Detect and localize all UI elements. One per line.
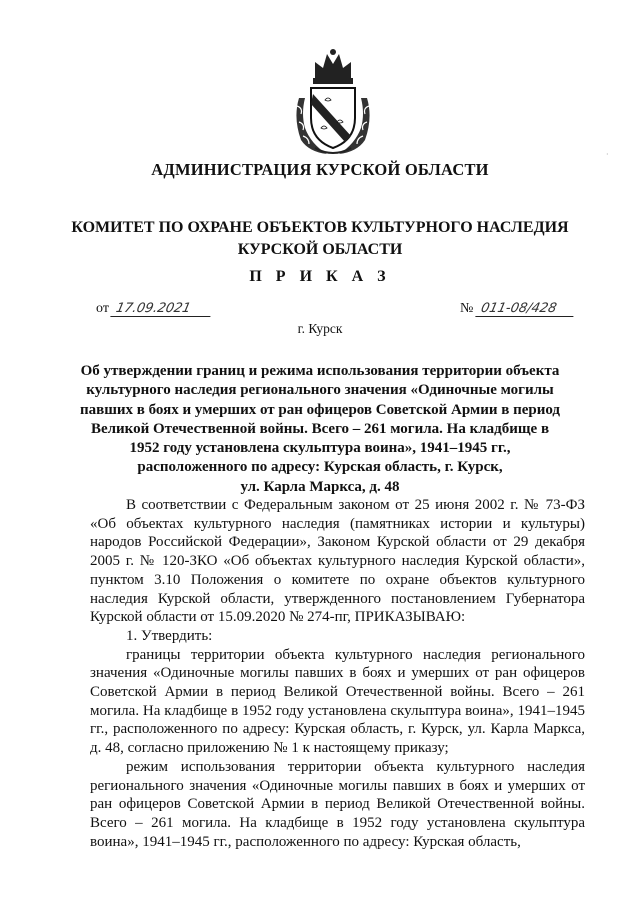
date-prefix: от bbox=[96, 301, 109, 316]
committee-title-line1: КОМИТЕТ ПО ОХРАНЕ ОБЪЕКТОВ КУЛЬТУРНОГО НАСЛЕДИЯ bbox=[71, 219, 569, 236]
scan-artifact: · bbox=[606, 150, 609, 159]
coat-of-arms-icon bbox=[291, 48, 375, 158]
date-value: 17.09.2021 bbox=[111, 301, 214, 317]
subject-line: культурного наследия регионального значения «Одиночные могилы bbox=[86, 382, 554, 399]
committee-title-line2: КУРСКОЙ ОБЛАСТИ bbox=[237, 241, 403, 258]
subject-line: павших в боях и умерших от ран офицеров Советской Армии в период bbox=[79, 401, 561, 418]
city: г. Курск bbox=[297, 321, 343, 336]
clause-1-boundaries: границы территории объекта культурного наследия регионального значения «Одиночные могилы павших в боях и умерших от ран офицеров Советской Армии в период Великой Отечественной войны. Всего – 261 могила. На кладбище в 1952 году установлена скульптура воина», 1941–1945 гг., расположенного по адресу: Курская область, г. Курск, ул. Карла Маркса, д. 48, согласно приложению № 1 к настоящему приказу; bbox=[90, 646, 585, 757]
subject-line: расположенного по адресу: Курская область, г. Курск, bbox=[137, 459, 503, 476]
number-prefix: № bbox=[460, 301, 474, 316]
subject-line: 1952 году установлена скульптура воина», 1941–1945 гг., bbox=[129, 440, 511, 457]
order-body bbox=[90, 496, 585, 851]
subject-line: Великой Отечественной войны. Всего – 261 могила. На кладбище в bbox=[90, 420, 550, 437]
order-date bbox=[96, 301, 212, 317]
number-value: 011-08/428 bbox=[475, 301, 576, 317]
clause-1-heading: 1. Утвердить: bbox=[126, 627, 213, 644]
order-subject bbox=[0, 362, 640, 497]
clause-1-regime: режим использования территории объекта культурного наследия регионального значения «Одиночные могилы павших в боях и умерших от ран офицеров Советской Армии в период Великой Отечественной войны. Всего – 261 могила. На кладбище в 1952 году установлена скульптура воина», 1941–1945 гг., расположенного по адресу: Курская область, bbox=[90, 758, 585, 850]
document-type: П Р И К А З bbox=[249, 268, 391, 285]
order-number bbox=[460, 301, 575, 317]
administration-title: АДМИНИСТРАЦИЯ КУРСКОЙ ОБЛАСТИ bbox=[151, 160, 489, 179]
committee-title bbox=[0, 217, 640, 261]
preamble-paragraph: В соответствии с Федеральным законом от 25 июня 2002 г. № 73-ФЗ «Об объектах культурного наследия (памятниках истории и культуры) народов Российской Федерации», Законом Курской области от 29 декабря 2005 г. № 120-ЗКО «Об объектах культурного наследия Курской области», пунктом 3.10 Положения о комитете по охране объектов культурного наследия Курской области, утвержденного постановлением Губернатора Курской области от 15.09.2020 № 274-пг, ПРИКАЗЫВАЮ: bbox=[90, 497, 585, 626]
subject-line: Об утверждении границ и режима использования территории объекта bbox=[80, 363, 560, 379]
subject-line: ул. Карла Маркса, д. 48 bbox=[240, 478, 400, 495]
